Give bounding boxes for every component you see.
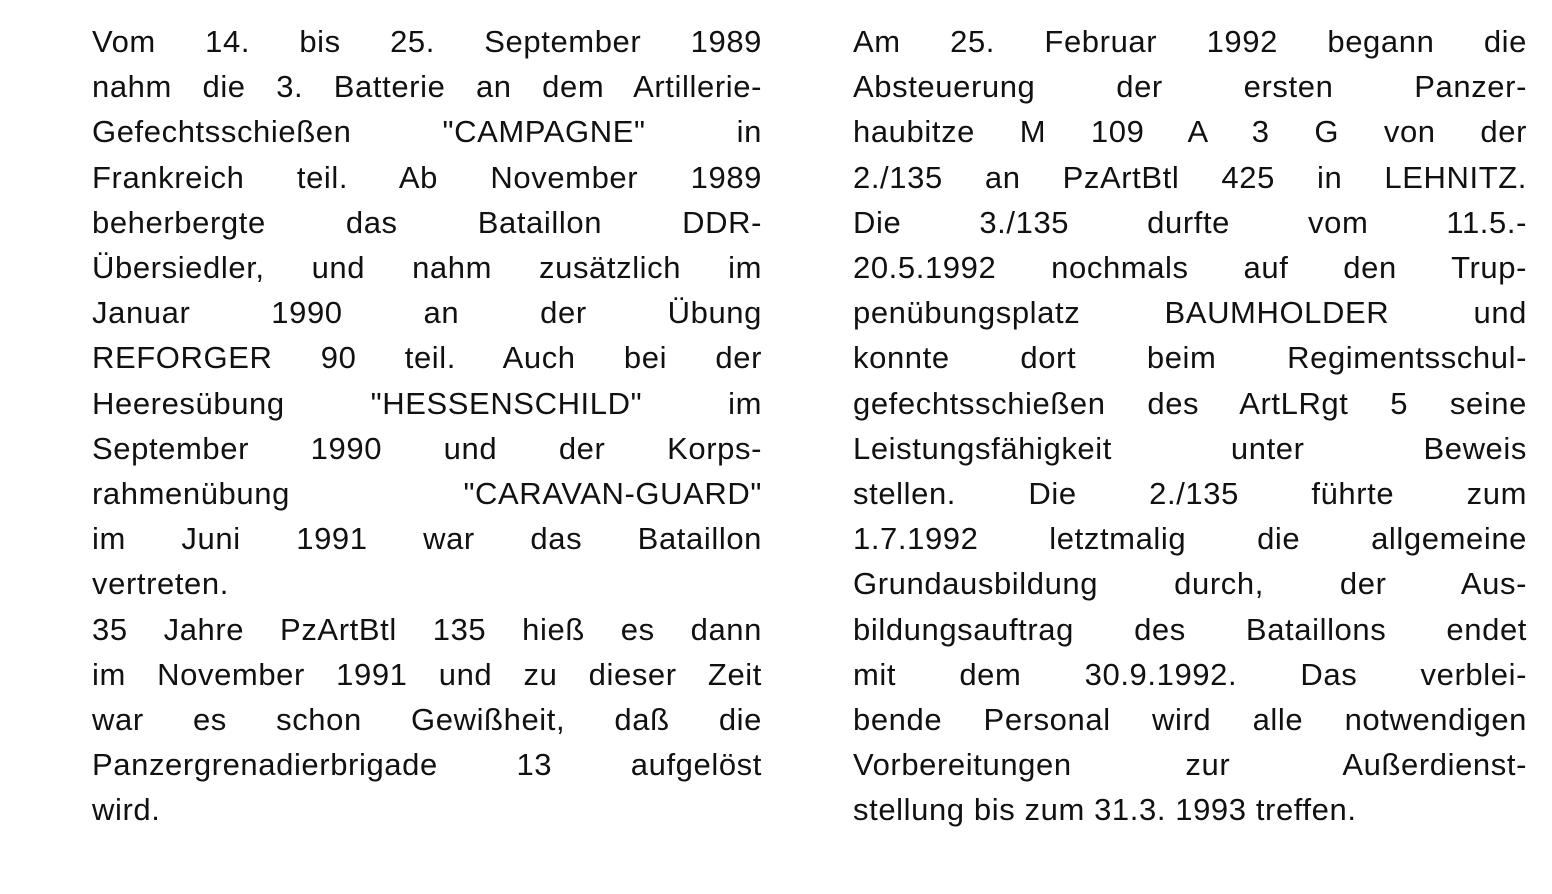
right-line-10: Leistungsfähigkeit unter Beweis: [853, 430, 1527, 466]
left-line-14: 35 Jahre PzArtBtl 135 hieß es dann: [92, 611, 762, 647]
left-line-18: wird.: [92, 792, 161, 828]
left-line-9: Heeresübung "HESSENSCHILD" im: [92, 385, 762, 421]
left-line-2: nahm die 3. Batterie an dem Artillerie-: [92, 69, 762, 105]
left-line-13: vertreten.: [92, 566, 229, 602]
right-line-8: konnte dort beim Regimentsschul-: [853, 340, 1527, 376]
left-line-12: im Juni 1991 war das Bataillon: [92, 521, 762, 557]
left-line-15: im November 1991 und zu dieser Zeit: [92, 656, 762, 692]
right-line-4: 2./135 an PzArtBtl 425 in LEHNITZ.: [853, 159, 1527, 195]
right-line-15: mit dem 30.9.1992. Das verblei-: [853, 656, 1527, 692]
right-line-14: bildungsauftrag des Bataillons endet: [853, 611, 1527, 647]
right-column: [853, 19, 1527, 833]
right-line-2: Absteuerung der ersten Panzer-: [853, 69, 1527, 105]
left-line-7: Januar 1990 an der Übung: [92, 295, 762, 331]
left-line-6: Übersiedler, und nahm zusätzlich im: [92, 250, 762, 286]
left-line-8: REFORGER 90 teil. Auch bei der: [92, 340, 762, 376]
right-line-5: Die 3./135 durfte vom 11.5.-: [853, 204, 1527, 240]
left-line-11: rahmenübung "CARAVAN-GUARD": [92, 476, 762, 512]
left-line-16: war es schon Gewißheit, daß die: [92, 702, 762, 738]
left-line-1: Vom 14. bis 25. September 1989: [92, 24, 762, 59]
right-line-17: Vorbereitungen zur Außerdienst-: [853, 747, 1527, 783]
right-line-12: 1.7.1992 letztmalig die allgemeine: [853, 521, 1527, 557]
right-line-6: 20.5.1992 nochmals auf den Trup-: [853, 250, 1527, 286]
right-line-3: haubitze M 109 A 3 G von der: [853, 114, 1527, 150]
right-line-11: stellen. Die 2./135 führte zum: [853, 476, 1527, 512]
right-line-16: bende Personal wird alle notwendigen: [853, 702, 1527, 738]
left-line-3: Gefechtsschießen "CAMPAGNE" in: [92, 114, 762, 150]
right-line-13: Grundausbildung durch, der Aus-: [853, 566, 1527, 602]
left-column: [92, 19, 762, 833]
left-line-4: Frankreich teil. Ab November 1989: [92, 159, 762, 195]
right-line-7: penübungsplatz BAUMHOLDER und: [853, 295, 1527, 331]
left-line-5: beherbergte das Bataillon DDR-: [92, 204, 762, 240]
right-line-18: stellung bis zum 31.3. 1993 treffen.: [853, 792, 1357, 828]
left-line-10: September 1990 und der Korps-: [92, 430, 762, 466]
left-line-17: Panzergrenadierbrigade 13 aufgelöst: [92, 747, 762, 783]
right-line-1: Am 25. Februar 1992 begann die: [853, 24, 1527, 59]
right-line-9: gefechtsschießen des ArtLRgt 5 seine: [853, 385, 1527, 421]
